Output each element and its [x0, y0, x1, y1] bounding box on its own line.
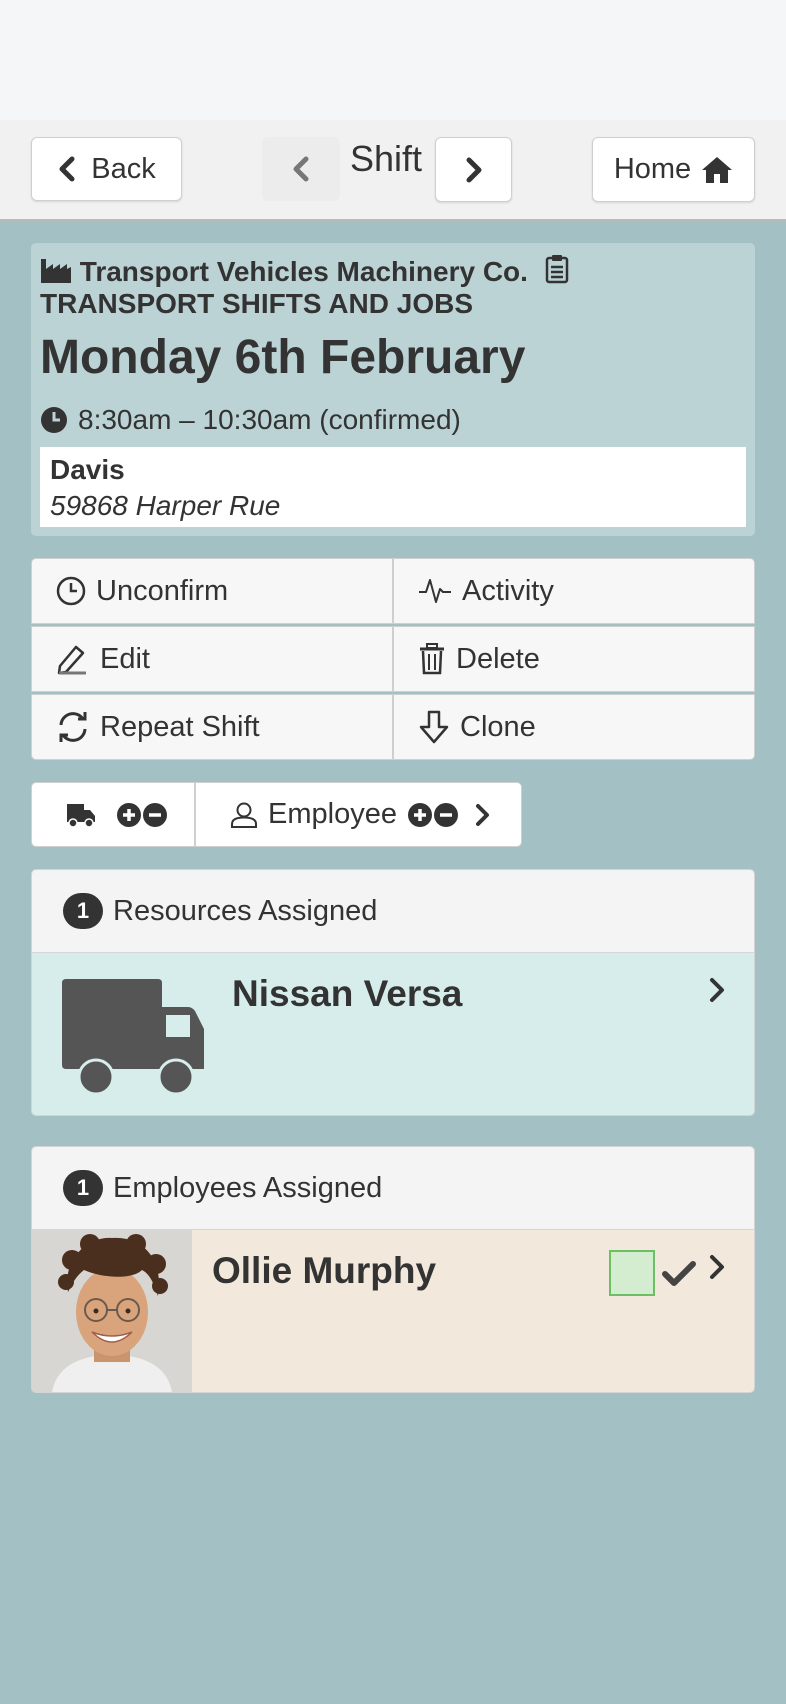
clone-label: Clone	[460, 710, 536, 743]
refresh-icon	[56, 710, 90, 744]
chevron-left-icon	[57, 156, 77, 182]
pencil-icon	[56, 643, 90, 675]
chevron-right-icon	[708, 1254, 726, 1280]
activity-icon	[418, 576, 452, 606]
repeat-shift-button[interactable]	[31, 694, 393, 760]
shift-date: Monday 6th February	[40, 331, 526, 384]
resource-assign-button[interactable]	[31, 782, 195, 847]
shift-time-row	[40, 404, 461, 436]
employees-heading: Employees Assigned	[113, 1171, 383, 1204]
activity-label: Activity	[462, 574, 554, 607]
arrow-down-icon	[418, 710, 450, 744]
resources-heading: Resources Assigned	[113, 894, 378, 927]
employee-name: Ollie Murphy	[212, 1250, 437, 1291]
plus-circle-icon[interactable]	[407, 802, 433, 828]
next-shift-button[interactable]	[435, 137, 512, 202]
minus-circle-icon[interactable]	[433, 802, 459, 828]
chevron-right-icon	[708, 977, 726, 1003]
employee-row[interactable]	[32, 1230, 754, 1392]
chevron-left-icon	[291, 156, 311, 182]
back-button[interactable]	[31, 137, 182, 201]
minus-circle-icon[interactable]	[142, 802, 168, 828]
trash-icon	[418, 643, 446, 675]
status-bar	[0, 0, 786, 120]
delete-button[interactable]	[393, 626, 755, 692]
page-title: Shift	[350, 138, 423, 179]
resources-panel	[31, 869, 755, 1116]
delete-label: Delete	[456, 642, 540, 675]
shift-company-line	[40, 254, 750, 320]
unconfirm-label: Unconfirm	[96, 574, 229, 607]
clock-icon	[56, 576, 86, 606]
chevron-right-icon	[473, 803, 491, 827]
chevron-right-icon	[464, 157, 484, 183]
job-name: TRANSPORT SHIFTS AND JOBS	[40, 288, 473, 319]
resources-panel-header	[32, 870, 754, 953]
company-name: Transport Vehicles Machinery Co.	[79, 256, 528, 287]
truck-icon	[66, 802, 96, 828]
home-button-label: Home	[613, 153, 692, 185]
previous-shift-button[interactable]	[262, 137, 340, 201]
clone-button[interactable]	[393, 694, 755, 760]
user-icon	[230, 801, 258, 829]
clock-icon	[40, 406, 68, 434]
clipboard-icon	[544, 254, 570, 284]
repeat-shift-label: Repeat Shift	[100, 710, 260, 743]
avatar-photo	[32, 1230, 192, 1392]
employees-panel	[31, 1146, 755, 1393]
employee-assign-label: Employee	[268, 798, 397, 830]
resource-name: Nissan Versa	[232, 973, 463, 1014]
edit-button[interactable]	[31, 626, 393, 692]
resource-row[interactable]	[32, 953, 754, 1115]
employee-assign-button[interactable]	[195, 782, 522, 847]
location-address: 59868 Harper Rue	[50, 490, 281, 521]
location-box	[40, 447, 746, 527]
home-button[interactable]	[592, 137, 755, 202]
status-box[interactable]	[609, 1250, 655, 1296]
check-icon	[662, 1260, 696, 1288]
employees-count-badge: 1	[63, 1170, 103, 1206]
avatar	[32, 1230, 192, 1392]
home-icon	[701, 155, 733, 185]
plus-circle-icon[interactable]	[116, 802, 142, 828]
shift-time: 8:30am – 10:30am (confirmed)	[78, 404, 461, 435]
resources-count-badge: 1	[63, 893, 103, 929]
activity-button[interactable]	[393, 558, 755, 624]
factory-icon	[40, 258, 72, 284]
unconfirm-button[interactable]	[31, 558, 393, 624]
back-button-label: Back	[91, 152, 156, 185]
employees-panel-header	[32, 1147, 754, 1230]
edit-label: Edit	[100, 642, 150, 675]
location-name: Davis	[50, 454, 125, 485]
truck-icon	[62, 979, 204, 1095]
